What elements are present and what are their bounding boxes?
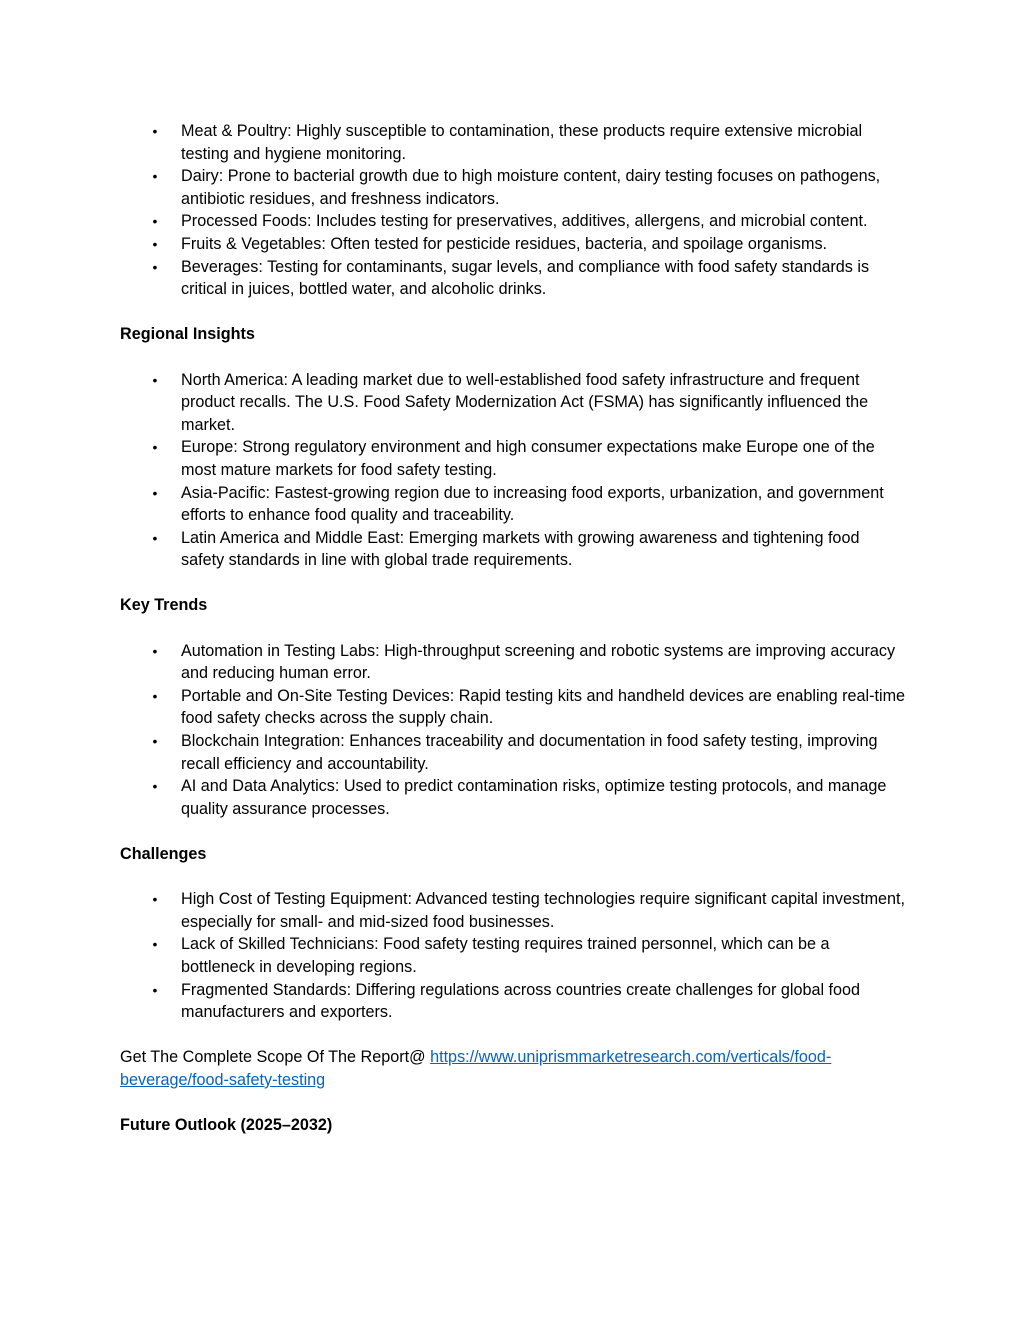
bullet-icon: • <box>152 235 158 252</box>
list-item <box>120 775 906 820</box>
key-trends-heading: Key Trends <box>120 596 208 615</box>
spacer <box>120 617 906 640</box>
spacer <box>120 346 906 369</box>
bullet-icon: • <box>152 529 158 546</box>
list-item <box>120 369 906 437</box>
challenges-list <box>120 888 906 1024</box>
bullet-icon: • <box>152 484 158 501</box>
list-item-text: Automation in Testing Labs: High-throughput screening and robotic systems are improving accuracy and reducing human error. <box>181 641 896 683</box>
product-type-list <box>120 120 906 301</box>
list-item-text: Blockchain Integration: Enhances traceability and documentation in food safety testing, improving recall efficiency and accountability. <box>181 732 878 773</box>
report-scope-text: Get The Complete Scope Of The Report@ <box>120 1048 431 1067</box>
list-item-text: AI and Data Analytics: Used to predict contamination risks, optimize testing protocols, and manage quality assurance processes. <box>181 777 887 818</box>
spacer <box>120 866 906 889</box>
key-trends-list <box>120 640 906 821</box>
challenges-heading: Challenges <box>120 845 207 863</box>
list-item <box>120 527 906 572</box>
bullet-icon: • <box>152 687 158 704</box>
list-item <box>120 685 906 730</box>
bullet-icon: • <box>152 168 158 185</box>
list-item <box>120 979 906 1024</box>
list-item-text: Meat & Poultry: Highly susceptible to contamination, these products require extensive microbial testing and hygiene monitoring. <box>181 122 863 163</box>
list-item-text: Latin America and Middle East: Emerging markets with growing awareness and tightening food safety standards in line with global trade requirements. <box>181 528 860 570</box>
list-item-text: Portable and On-Site Testing Devices: Rapid testing kits and handheld devices are enabling real-time food safety checks across the supply chain. <box>181 686 906 728</box>
bullet-icon: • <box>152 936 158 953</box>
list-item-text: Europe: Strong regulatory environment and high consumer expectations make Europe one of the most mature markets for food safety testing. <box>181 438 875 479</box>
bullet-icon: • <box>152 778 158 795</box>
list-item <box>120 436 906 481</box>
list-item-text: Fruits & Vegetables: Often tested for pesticide residues, bacteria, and spoilage organisms. <box>181 234 828 253</box>
list-item-text: North America: A leading market due to well-established food safety infrastructure and frequent product recalls. The U.S. Food Safety Modernization Act (FSMA) has significantly influenced the market. <box>181 370 869 434</box>
bullet-icon: • <box>152 213 158 230</box>
spacer <box>120 820 906 843</box>
list-item-text: High Cost of Testing Equipment: Advanced testing technologies require significant capital investment, especially for small- and mid-sized food businesses. <box>181 890 906 931</box>
list-item <box>120 233 906 256</box>
regional-insights-heading: Regional Insights <box>120 325 255 344</box>
list-item <box>120 256 906 301</box>
bullet-icon: • <box>152 733 158 750</box>
spacer <box>120 301 906 324</box>
list-item <box>120 210 906 233</box>
regional-insights-list <box>120 369 906 572</box>
bullet-icon: • <box>152 439 158 456</box>
bullet-icon: • <box>152 258 158 275</box>
list-item <box>120 933 906 978</box>
list-item <box>120 482 906 527</box>
list-item-text: Dairy: Prone to bacterial growth due to high moisture content, dairy testing focuses on pathogens, antibiotic residues, and freshness indicators. <box>181 167 881 208</box>
bullet-icon: • <box>152 981 158 998</box>
spacer <box>120 1024 906 1047</box>
bullet-icon: • <box>152 891 158 908</box>
list-item-text: Asia-Pacific: Fastest-growing region due to increasing food exports, urbanization, and government efforts to enhance food quality and traceability. <box>181 483 884 525</box>
list-item-text: Beverages: Testing for contaminants, sugar levels, and compliance with food safety standards is critical in juices, bottled water, and alcoholic drinks. <box>181 257 870 299</box>
bullet-icon: • <box>152 371 158 388</box>
report-link[interactable]: https://www.uniprismmarketresearch.com/verticals/food-beverage/food-safety-testing <box>120 1048 832 1089</box>
list-item-text: Lack of Skilled Technicians: Food safety testing requires trained personnel, which can be a bottleneck in developing regions. <box>181 935 830 976</box>
spacer <box>120 1092 906 1115</box>
report-scope-paragraph <box>120 1046 906 1091</box>
bullet-icon: • <box>152 123 158 139</box>
spacer <box>120 572 906 595</box>
future-outlook-heading: Future Outlook (2025–2032) <box>120 1116 333 1135</box>
bullet-icon: • <box>152 642 158 659</box>
list-item-text: Processed Foods: Includes testing for preservatives, additives, allergens, and microbial content. <box>181 212 868 231</box>
list-item <box>120 888 906 933</box>
list-item <box>120 120 906 165</box>
list-item <box>120 730 906 775</box>
document-content <box>120 120 906 1137</box>
list-item-text: Fragmented Standards: Differing regulations across countries create challenges for global food manufacturers and exporters. <box>181 980 861 1022</box>
list-item <box>120 165 906 210</box>
list-item <box>120 640 906 685</box>
